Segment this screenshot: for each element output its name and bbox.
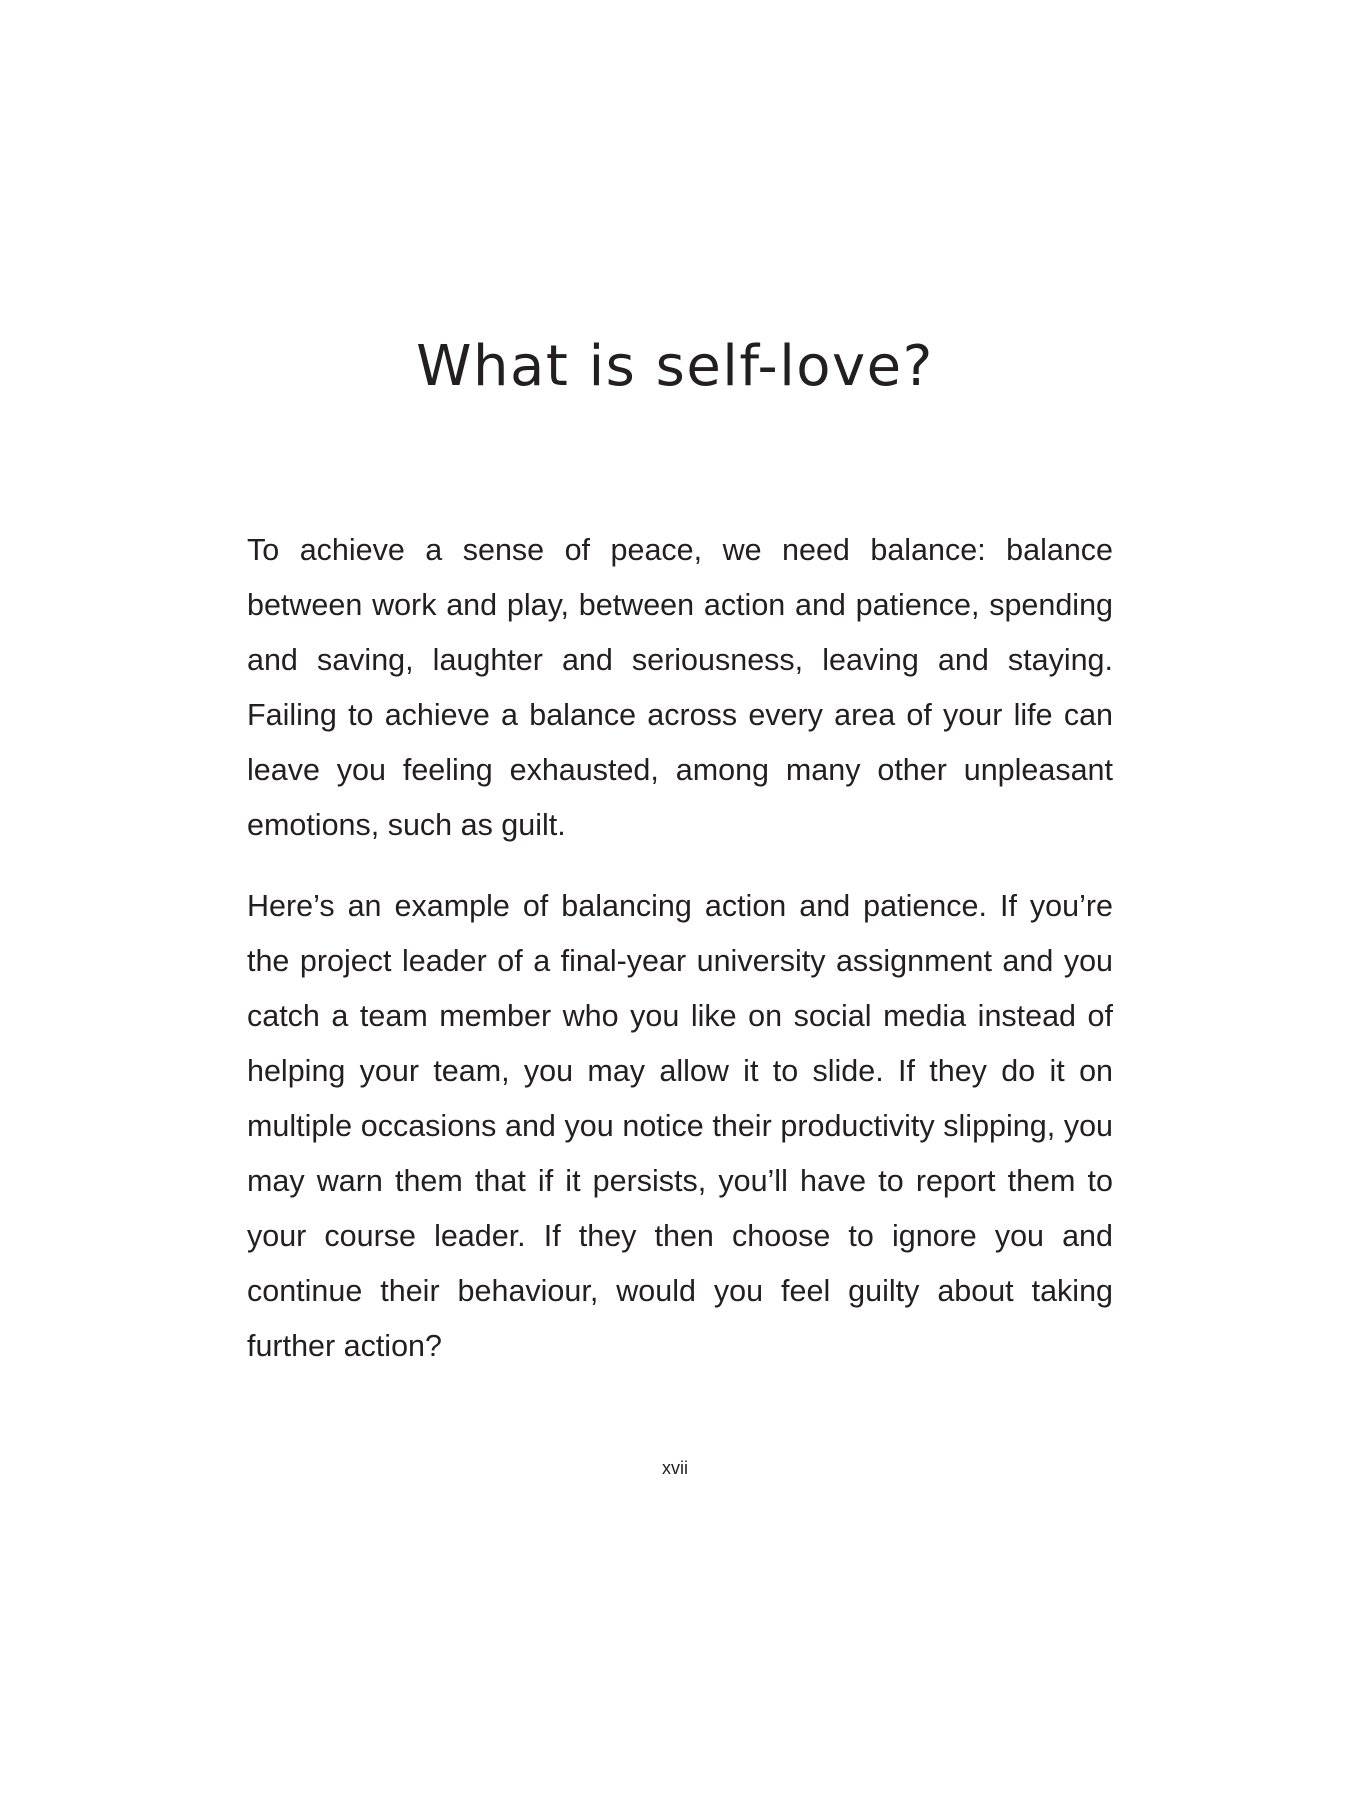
page-number: xvii <box>662 1458 688 1478</box>
paragraph-balance: To achieve a sense of peace, we need balance: balance between work and play, between action and patience, spending and saving, laughter and seriousness, leaving and staying. Failing to achieve a balance across every area of your life can leave you feeling exhausted, among many other unpleasant emotions, such as guilt. <box>247 533 1113 842</box>
body-text <box>247 523 1113 1374</box>
paragraph-example: Here’s an example of balancing action and patience. If you’re the project leader of a final-year university assignment and you catch a team member who you like on social media instead of helping your team, you may allow it to slide. If they do it on multiple occasions and you notice their productivity slipping, you may warn them that if it persists, you’ll have to report them to your course leader. If they then choose to ignore you and continue their behaviour, would you feel guilty about taking further action? <box>247 889 1113 1363</box>
chapter-title: What is self-love? <box>416 334 934 399</box>
